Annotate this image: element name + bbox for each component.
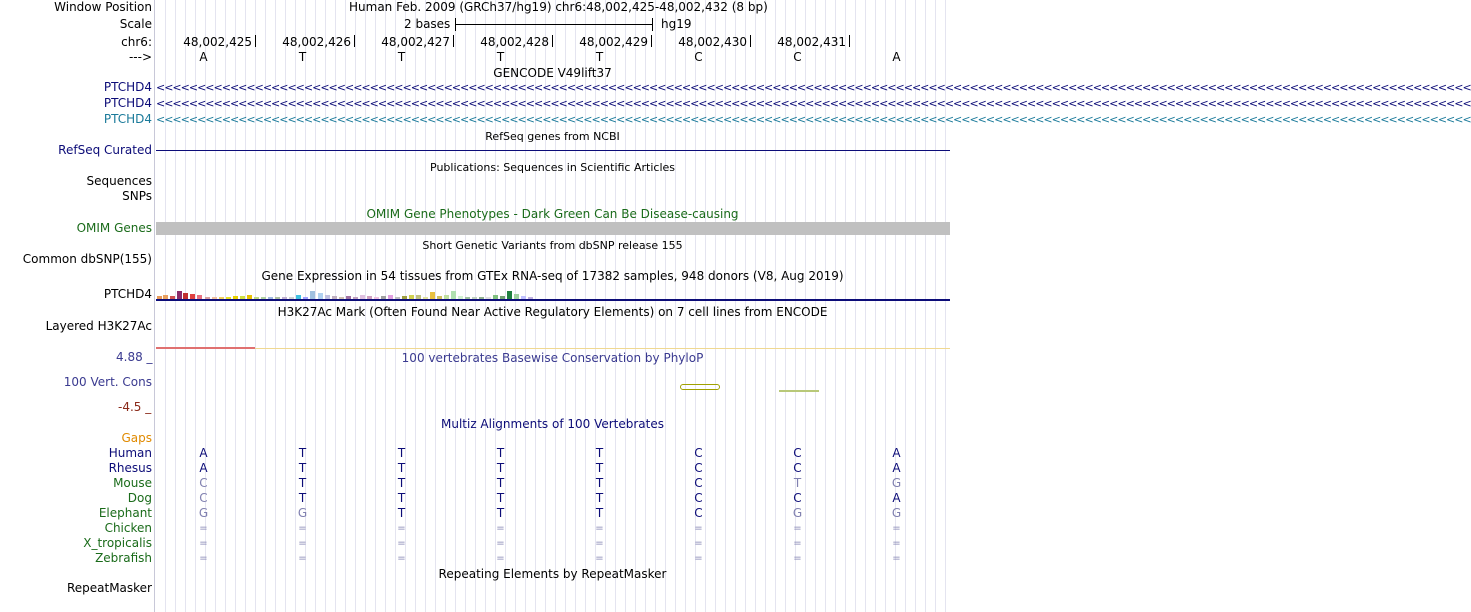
aligned-base: T bbox=[397, 461, 406, 475]
omim-title: OMIM Gene Phenotypes - Dark Green Can Be Disease-causing bbox=[366, 207, 739, 221]
aligned-base: = bbox=[595, 523, 604, 534]
aligned-base: A bbox=[892, 446, 901, 460]
phylop-min-label: -4.5 _ bbox=[118, 400, 152, 414]
aligned-base: T bbox=[793, 476, 802, 490]
aligned-base: C bbox=[793, 446, 802, 460]
aligned-base: = bbox=[397, 523, 406, 534]
aligned-base: = bbox=[298, 553, 307, 564]
aligned-base: T bbox=[595, 506, 604, 520]
refseq-gene-line[interactable] bbox=[156, 150, 950, 151]
scale-bar-left-tick bbox=[455, 18, 456, 31]
aligned-base: T bbox=[496, 491, 505, 505]
species-label[interactable]: Human bbox=[108, 446, 152, 460]
coordinate-label: 48,002,431 bbox=[777, 35, 846, 49]
sequence-base: A bbox=[892, 50, 901, 64]
chrom-label: chr6: bbox=[121, 35, 152, 49]
aligned-base: = bbox=[793, 538, 802, 549]
aligned-base: C bbox=[694, 476, 703, 490]
aligned-base: = bbox=[892, 523, 901, 534]
gencode-gene-label-3[interactable]: PTCHD4 bbox=[103, 112, 152, 126]
dbsnp-label[interactable]: Common dbSNP(155) bbox=[22, 252, 152, 266]
gencode-gene-track-3[interactable] bbox=[156, 112, 1471, 127]
aligned-base: C bbox=[694, 491, 703, 505]
sequence-base: C bbox=[793, 50, 802, 64]
aligned-base: C bbox=[694, 461, 703, 475]
aligned-base: T bbox=[298, 446, 307, 460]
aligned-base: = bbox=[694, 523, 703, 534]
aligned-base: = bbox=[397, 553, 406, 564]
omim-bar[interactable] bbox=[156, 222, 950, 235]
dbsnp-title: Short Genetic Variants from dbSNP release 155 bbox=[422, 239, 683, 252]
aligned-base: T bbox=[595, 446, 604, 460]
gencode-gene-label-1[interactable]: PTCHD4 bbox=[103, 80, 152, 94]
sequence-base: T bbox=[496, 50, 505, 64]
aligned-base: = bbox=[496, 523, 505, 534]
aligned-base: = bbox=[199, 553, 208, 564]
strand-arrows: <<<<<<<<<<<<<<<<<<<<<<<<<<<<<<<<<<<<<<<<<<<<<<<<<<<<<<<<<<<<<<<<<<<<<<<<<<<<<<<<<<<<<<<<<<<<<<<<<<<<<<<<<<<<<<<<<<<<<<<<<<<<<<<<<<<<<<<<<<<<<<<<<<<<<<<<<<<<<<<< bbox=[156, 113, 1471, 126]
aligned-base: = bbox=[199, 538, 208, 549]
coordinate-tick bbox=[651, 35, 652, 47]
scale-label: Scale bbox=[119, 17, 152, 31]
repeatmasker-title: Repeating Elements by RepeatMasker bbox=[438, 567, 667, 581]
aligned-base: = bbox=[892, 553, 901, 564]
phylop-signal-1 bbox=[680, 384, 720, 390]
gtex-title: Gene Expression in 54 tissues from GTEx RNA-seq of 17382 samples, 948 donors (V8, Aug 2019) bbox=[261, 269, 844, 283]
coordinate-tick bbox=[750, 35, 751, 47]
aligned-base: C bbox=[694, 506, 703, 520]
aligned-base: T bbox=[298, 461, 307, 475]
aligned-base: G bbox=[198, 506, 209, 520]
gtex-gene-line bbox=[156, 299, 950, 301]
window-position-label: Window Position bbox=[54, 0, 152, 14]
gencode-gene-label-2[interactable]: PTCHD4 bbox=[103, 96, 152, 110]
coordinate-tick bbox=[849, 35, 850, 47]
gencode-title: GENCODE V49lift37 bbox=[493, 66, 612, 80]
coordinate-label: 48,002,429 bbox=[579, 35, 648, 49]
gtex-tissue-bar[interactable] bbox=[310, 291, 315, 299]
sequence-base: C bbox=[694, 50, 703, 64]
phylop-label[interactable]: 100 Vert. Cons bbox=[63, 375, 152, 389]
coordinate-tick bbox=[453, 35, 454, 47]
phylop-signal-2 bbox=[779, 390, 819, 392]
gtex-tissue-bar[interactable] bbox=[430, 292, 435, 299]
aligned-base: C bbox=[694, 446, 703, 460]
aligned-base: = bbox=[694, 553, 703, 564]
aligned-base: T bbox=[298, 476, 307, 490]
species-label[interactable]: Dog bbox=[127, 491, 152, 505]
coordinate-tick bbox=[255, 35, 256, 47]
aligned-base: T bbox=[595, 476, 604, 490]
publications-sequences-label[interactable]: Sequences bbox=[86, 174, 152, 188]
species-label[interactable]: Elephant bbox=[98, 506, 152, 520]
species-label[interactable]: Rhesus bbox=[108, 461, 152, 475]
aligned-base: C bbox=[793, 491, 802, 505]
window-position-value: Human Feb. 2009 (GRCh37/hg19) chr6:48,002,425-48,002,432 (8 bp) bbox=[349, 0, 768, 14]
phylop-title: 100 vertebrates Basewise Conservation by PhyloP bbox=[401, 351, 704, 365]
aligned-base: T bbox=[595, 491, 604, 505]
aligned-base: G bbox=[297, 506, 308, 520]
scale-assembly: hg19 bbox=[661, 17, 692, 31]
h3k27ac-title: H3K27Ac Mark (Often Found Near Active Regulatory Elements) on 7 cell lines from ENCODE bbox=[277, 305, 828, 319]
aligned-base: = bbox=[298, 523, 307, 534]
h3k27ac-label[interactable]: Layered H3K27Ac bbox=[45, 319, 152, 333]
phylop-max-label: 4.88 _ bbox=[116, 350, 153, 364]
species-label[interactable]: Mouse bbox=[113, 476, 152, 490]
aligned-base: = bbox=[595, 538, 604, 549]
aligned-base: = bbox=[199, 523, 208, 534]
aligned-base: C bbox=[199, 491, 208, 505]
aligned-base: A bbox=[199, 461, 208, 475]
refseq-label[interactable]: RefSeq Curated bbox=[58, 143, 152, 157]
strand-label: ---> bbox=[128, 50, 152, 64]
aligned-base: = bbox=[595, 553, 604, 564]
coordinate-label: 48,002,426 bbox=[282, 35, 351, 49]
aligned-base: = bbox=[298, 538, 307, 549]
aligned-base: G bbox=[792, 506, 803, 520]
coordinate-label: 48,002,428 bbox=[480, 35, 549, 49]
aligned-base: = bbox=[496, 553, 505, 564]
sequence-base: A bbox=[199, 50, 208, 64]
coordinate-label: 48,002,430 bbox=[678, 35, 747, 49]
aligned-base: T bbox=[397, 491, 406, 505]
aligned-base: C bbox=[199, 476, 208, 490]
h3k27ac-baseline bbox=[255, 348, 950, 349]
aligned-base: A bbox=[199, 446, 208, 460]
strand-arrows: <<<<<<<<<<<<<<<<<<<<<<<<<<<<<<<<<<<<<<<<<<<<<<<<<<<<<<<<<<<<<<<<<<<<<<<<<<<<<<<<<<<<<<<<<<<<<<<<<<<<<<<<<<<<<<<<<<<<<<<<<<<<<<<<<<<<<<<<<<<<<<<<<<<<<<<<<<<<<<<< bbox=[156, 81, 1471, 94]
sequence-base: T bbox=[595, 50, 604, 64]
gtex-tissue-bar[interactable] bbox=[451, 291, 456, 299]
species-label[interactable]: Chicken bbox=[104, 521, 152, 535]
publications-snps-label[interactable]: SNPs bbox=[122, 189, 152, 203]
sequence-base: T bbox=[298, 50, 307, 64]
aligned-base: = bbox=[694, 538, 703, 549]
aligned-base: A bbox=[892, 461, 901, 475]
scale-value: 2 bases bbox=[404, 17, 451, 31]
aligned-base: T bbox=[397, 506, 406, 520]
aligned-base: = bbox=[793, 523, 802, 534]
aligned-base: = bbox=[892, 538, 901, 549]
coordinate-label: 48,002,425 bbox=[183, 35, 252, 49]
repeatmasker-label[interactable]: RepeatMasker bbox=[66, 581, 152, 595]
coordinate-label: 48,002,427 bbox=[381, 35, 450, 49]
gencode-gene-track-2[interactable] bbox=[156, 96, 1471, 111]
aligned-base: T bbox=[397, 476, 406, 490]
sequence-base: T bbox=[397, 50, 406, 64]
multiz-title: Multiz Alignments of 100 Vertebrates bbox=[440, 417, 665, 431]
scale-bar-right-tick bbox=[652, 18, 653, 31]
h3k27ac-signal bbox=[156, 347, 255, 349]
aligned-base: = bbox=[496, 538, 505, 549]
aligned-base: T bbox=[595, 461, 604, 475]
aligned-base: G bbox=[891, 476, 902, 490]
aligned-base: = bbox=[397, 538, 406, 549]
coordinate-tick bbox=[552, 35, 553, 47]
species-label[interactable]: X_tropicalis bbox=[83, 536, 152, 550]
coordinate-tick bbox=[354, 35, 355, 47]
aligned-base: T bbox=[496, 506, 505, 520]
gtex-label[interactable]: PTCHD4 bbox=[103, 287, 152, 301]
aligned-base: T bbox=[397, 446, 406, 460]
gencode-gene-track-1[interactable] bbox=[156, 80, 1471, 95]
omim-label[interactable]: OMIM Genes bbox=[76, 221, 152, 235]
publications-title: Publications: Sequences in Scientific Articles bbox=[430, 161, 675, 174]
refseq-title: RefSeq genes from NCBI bbox=[485, 130, 620, 143]
aligned-base: T bbox=[496, 461, 505, 475]
aligned-base: = bbox=[793, 553, 802, 564]
scale-bar bbox=[455, 24, 652, 25]
aligned-base: C bbox=[793, 461, 802, 475]
strand-arrows: <<<<<<<<<<<<<<<<<<<<<<<<<<<<<<<<<<<<<<<<<<<<<<<<<<<<<<<<<<<<<<<<<<<<<<<<<<<<<<<<<<<<<<<<<<<<<<<<<<<<<<<<<<<<<<<<<<<<<<<<<<<<<<<<<<<<<<<<<<<<<<<<<<<<<<<<<<<<<<<< bbox=[156, 97, 1471, 110]
gtex-tissue-bar[interactable] bbox=[507, 291, 512, 299]
gtex-tissue-bar[interactable] bbox=[177, 291, 182, 299]
aligned-base: T bbox=[496, 476, 505, 490]
aligned-base: A bbox=[892, 491, 901, 505]
aligned-base: G bbox=[891, 506, 902, 520]
aligned-base: T bbox=[298, 491, 307, 505]
multiz-gaps-label[interactable]: Gaps bbox=[121, 431, 152, 445]
aligned-base: T bbox=[496, 446, 505, 460]
species-label[interactable]: Zebrafish bbox=[95, 551, 152, 565]
